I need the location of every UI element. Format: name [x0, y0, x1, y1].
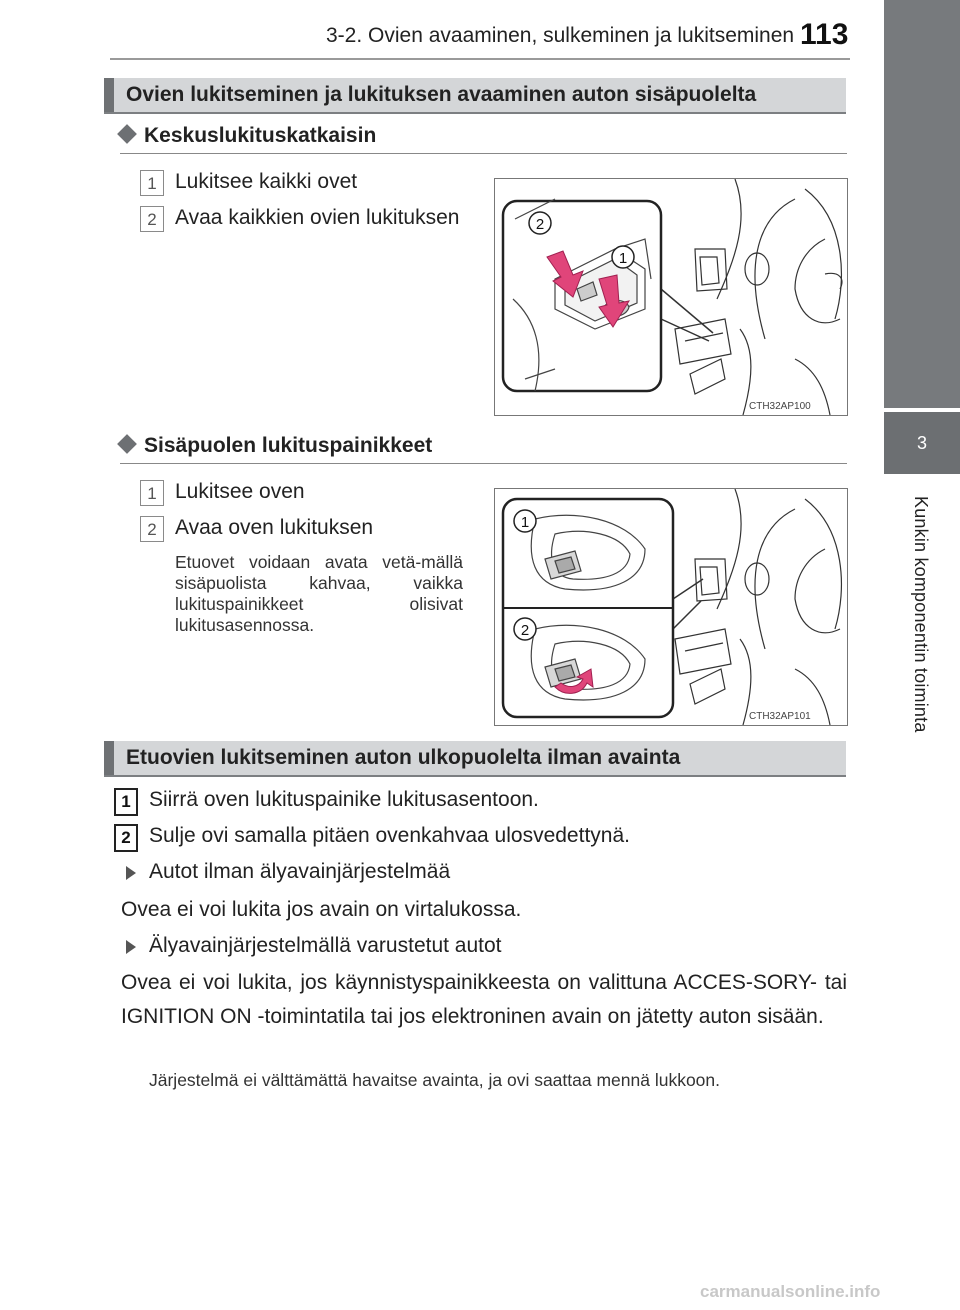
- item-text: Lukitsee kaikki ovet: [175, 170, 358, 193]
- page-number: 113: [800, 18, 849, 51]
- subheading-text: Sisäpuolen lukituspainikkeet: [144, 434, 433, 457]
- figure-code: CTH32AP100: [749, 401, 811, 412]
- side-tab-label-area: [884, 476, 960, 1310]
- figure-callout: 1: [618, 250, 628, 267]
- figure-callout: 2: [535, 216, 545, 233]
- item-text: Avaa oven lukituksen: [175, 516, 374, 539]
- figure-central-lock-switch: [494, 178, 848, 416]
- side-tab-chapter-number: 3: [884, 412, 960, 474]
- subheading-inner-lock-buttons: [120, 434, 432, 458]
- item-number: 1: [140, 170, 164, 196]
- step-number: 1: [114, 788, 138, 816]
- footer-watermark: carmanualsonline.info: [700, 1282, 881, 1301]
- subheading-rule: [120, 153, 847, 154]
- section-header-outside-locking: Etuovien lukitseminen auton ulkopuolelta ilman avainta: [104, 741, 846, 775]
- case-title: Autot ilman älyavainjärjestelmää: [149, 860, 451, 883]
- triangle-bullet-icon: [126, 940, 136, 954]
- side-tab-top: [884, 0, 960, 408]
- section-header-inside-locking: Ovien lukitseminen ja lukituksen avaaminen auton sisäpuolelta: [104, 78, 846, 112]
- figure-callout: 1: [520, 514, 530, 531]
- item-text: Avaa kaikkien ovien lukituksen: [175, 206, 460, 229]
- item-text: Lukitsee oven: [175, 480, 305, 503]
- subheading-rule: [120, 463, 847, 464]
- case-text: Ovea ei voi lukita, jos käynnistyspainikkeesta on valittuna ACCES-SORY- tai IGNITION ON -toimintatila tai jos elektroninen avain on jätetty auton sisään.: [121, 971, 847, 1028]
- case-title: Älyavainjärjestelmällä varustetut autot: [149, 934, 502, 957]
- case-text: Ovea ei voi lukita jos avain on virtalukossa.: [121, 898, 522, 921]
- side-tab-chapter-name: Kunkin komponentin toiminta: [911, 496, 931, 733]
- chapter-title: 3-2. Ovien avaaminen, sulkeminen ja lukitseminen: [326, 24, 795, 47]
- step-text: Sulje ovi samalla pitäen ovenkahvaa ulosvedettynä.: [149, 824, 630, 847]
- case-note: Järjestelmä ei välttämättä havaitse avainta, ja ovi saattaa mennä lukkoon.: [149, 1070, 721, 1090]
- triangle-bullet-icon: [126, 866, 136, 880]
- subheading-text: Keskuslukituskatkaisin: [144, 124, 377, 147]
- item-number: 2: [140, 516, 164, 542]
- dashboard-door-switch-illustration: [495, 179, 847, 415]
- section-header-underline: [104, 775, 846, 777]
- figure-code: CTH32AP101: [749, 711, 811, 722]
- item-number: 2: [140, 206, 164, 232]
- subheading-central-lock-switch: [120, 124, 376, 148]
- diamond-bullet-icon: [117, 434, 137, 454]
- item-number: 1: [140, 480, 164, 506]
- step-number: 2: [114, 824, 138, 852]
- diamond-bullet-icon: [117, 124, 137, 144]
- note-text: Etuovet voidaan avata vetä-mällä sisäpuolista kahvaa, vaikka lukituspainikkeet olisivat lukitusasennossa.: [175, 552, 463, 635]
- header-rule: [110, 58, 850, 60]
- section-header-underline: [104, 112, 846, 114]
- door-lock-button-illustration: [495, 489, 847, 725]
- step-text: Siirrä oven lukituspainike lukitusasentoon.: [149, 788, 539, 811]
- figure-callout: 2: [520, 622, 530, 639]
- figure-inner-lock-buttons: [494, 488, 848, 726]
